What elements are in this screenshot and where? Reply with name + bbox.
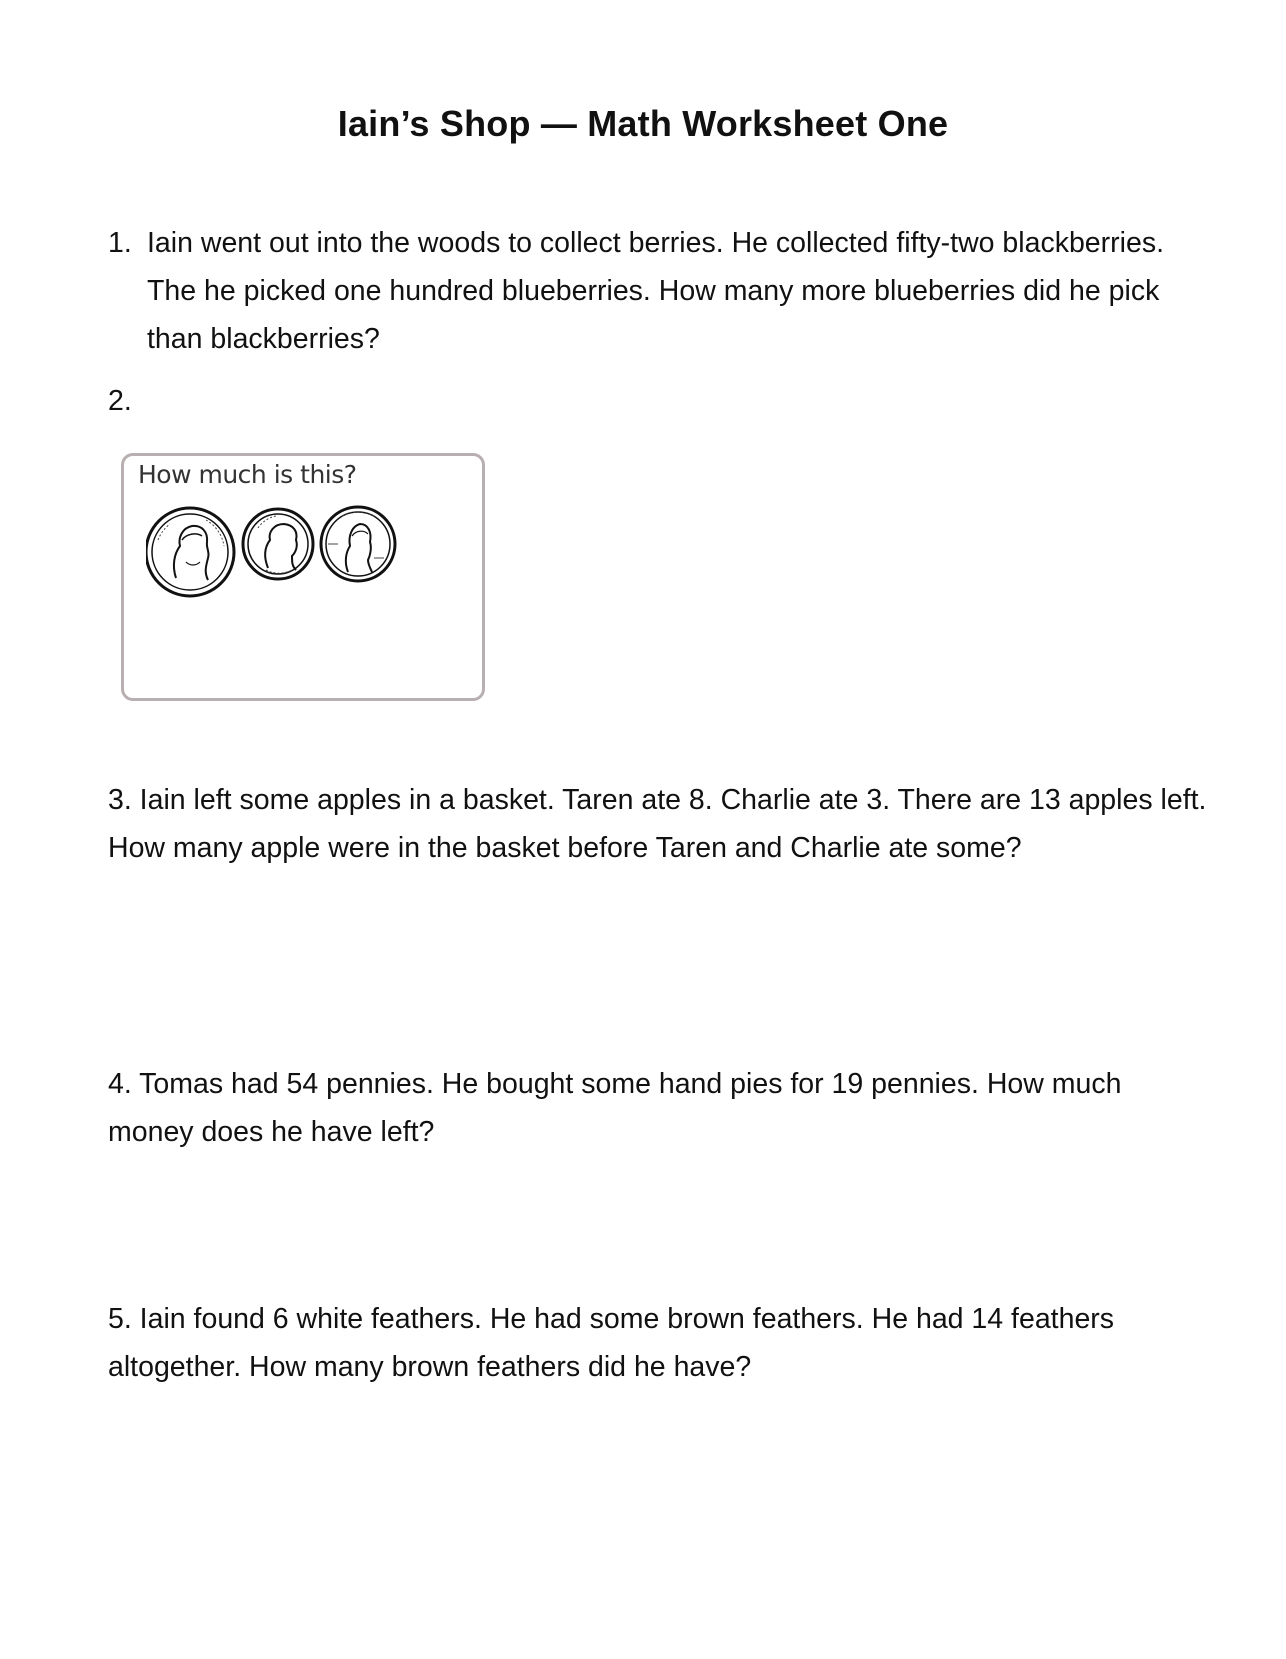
nickel-coin-icon [146, 508, 234, 596]
coin-question-prompt: How much is this? [138, 460, 357, 489]
question-1 [108, 219, 1188, 363]
question-1-text: Iain went out into the woods to collect berries. He collected fifty-two blackberries. The he picked one hundred blueberries. How many more blueberries did he pick than blackberries? [147, 227, 1164, 355]
coin-question-image [121, 453, 485, 701]
question-3-text: 3. Iain left some apples in a basket. Taren ate 8. Charlie ate 3. There are 13 apples left. How many apple were in the basket before Taren and Charlie ate some? [108, 784, 1207, 864]
question-4-text: 4. Tomas had 54 pennies. He bought some hand pies for 19 pennies. How much money does he have left? [108, 1068, 1122, 1148]
coins-illustration [146, 500, 406, 600]
question-1-number: 1. [108, 227, 132, 259]
question-2-number: 2. [108, 385, 132, 417]
penny-coin-icon [321, 507, 395, 581]
question-5-text: 5. Iain found 6 white feathers. He had some brown feathers. He had 14 feathers altogether. How many brown feathers did he have? [108, 1303, 1115, 1383]
worksheet-title: Iain’s Shop — Math Worksheet One [337, 103, 949, 144]
dime-coin-icon [243, 509, 313, 579]
